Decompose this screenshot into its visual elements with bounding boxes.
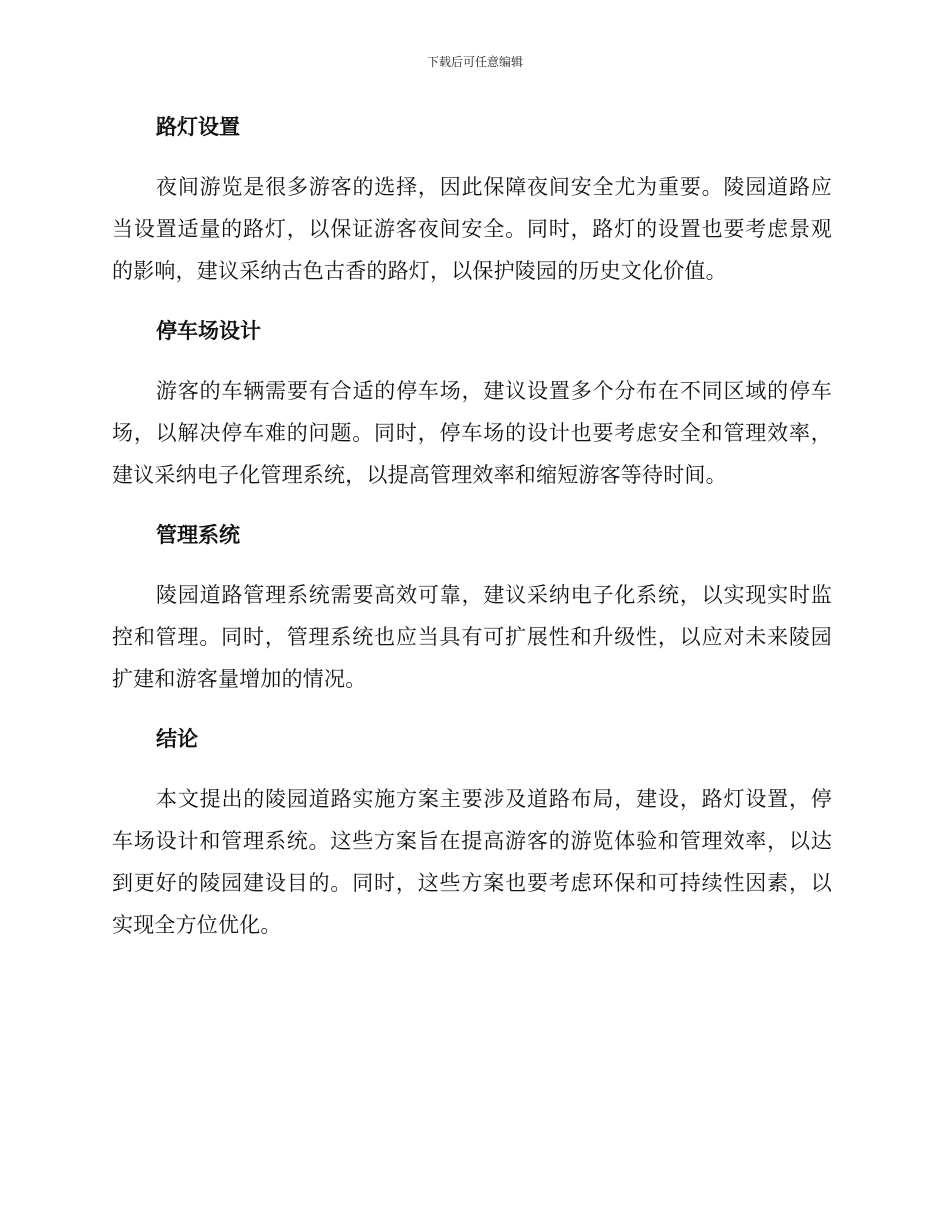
section-paragraph-management-system: 陵园道路管理系统需要高效可靠，建议采纳电子化系统，以实现实时监控和管理。同时，管理系统也应当具有可扩展性和升级性，以应对未来陵园扩建和游客量增加的情况。: [112, 583, 832, 691]
section-paragraph-conclusion: 本文提出的陵园道路实施方案主要涉及道路布局，建设，路灯设置，停车场设计和管理系统。这些方案旨在提高游客的游览体验和管理效率，以达到更好的陵园建设目的。同时，这些方案也要考虑环保和可持续性因素，以实现全方位优化。: [112, 787, 832, 937]
section-paragraph-parking-design: 游客的车辆需要有合适的停车场，建议设置多个分布在不同区域的停车场，以解决停车难的问题。同时，停车场的设计也要考虑安全和管理效率，建议采纳电子化管理系统，以提高管理效率和缩短游客等待时间。: [112, 379, 832, 487]
section-title-management-system: 管理系统: [156, 523, 240, 547]
section-title-parking-design: 停车场设计: [156, 319, 261, 343]
section-title-street-lights: 路灯设置: [156, 115, 240, 139]
page-header: 下载后可任意编辑: [426, 55, 523, 69]
document-content: [112, 106, 832, 964]
section-paragraph-street-lights: 夜间游览是很多游客的选择，因此保障夜间安全尤为重要。陵园道路应当设置适量的路灯，以保证游客夜间安全。同时，路灯的设置也要考虑景观的影响，建议采纳古色古香的路灯，以保护陵园的历史文化价值。: [112, 175, 832, 283]
section-title-conclusion: 结论: [156, 727, 198, 751]
